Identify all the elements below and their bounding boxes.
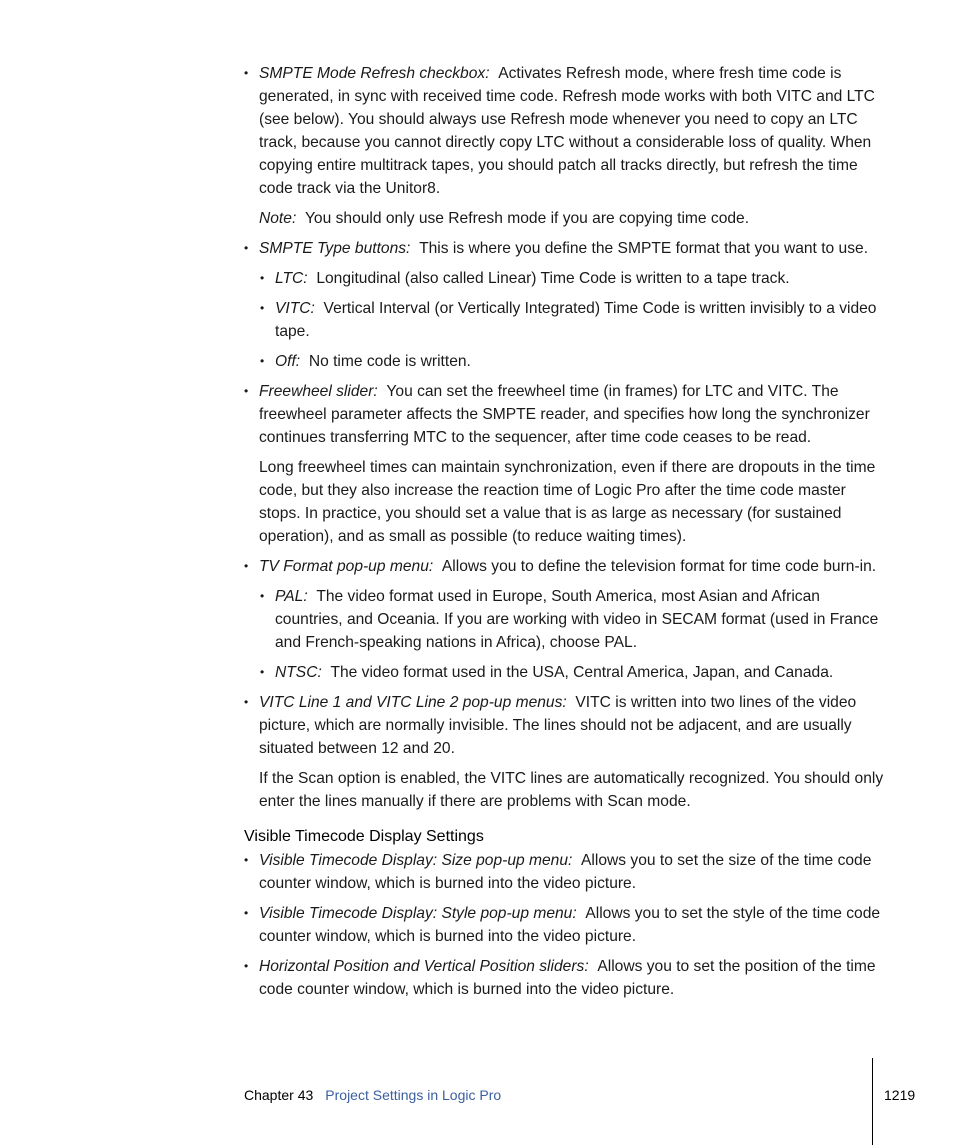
list-item	[244, 691, 884, 760]
item-text: Allows you to define the television format for time code burn-in.	[441, 558, 877, 575]
item-text: The video format used in the USA, Central America, Japan, and Canada.	[330, 664, 834, 681]
item-term: Freewheel slider:	[259, 383, 378, 400]
bullet-icon: •	[244, 66, 249, 80]
list-item	[244, 955, 884, 1001]
item-term: Visible Timecode Display: Style pop-up menu:	[259, 905, 577, 922]
item-text: No time code is written.	[308, 353, 471, 370]
bullet-icon: •	[260, 665, 265, 679]
bullet-icon: •	[260, 271, 265, 285]
paragraph: Long freewheel times can maintain synchronization, even if there are dropouts in the time code, but they also increase the reaction time of Logic Pro after the time code master stops. In practice, you should set a value that is as large as necessary (for sustained operation), and as small as possible (to reduce waiting times).	[259, 459, 876, 545]
bullet-icon: •	[244, 559, 249, 573]
item-text: You can set the freewheel time (in frames) for LTC and VITC. The freewheel parameter affects the SMPTE reader, and specifies how long the synchronizer continues transferring MTC to the sequencer, after time code ceases to be read.	[259, 383, 870, 446]
footer-divider	[872, 1058, 873, 1145]
item-term: NTSC:	[275, 664, 322, 681]
item-text: The video format used in Europe, South America, most Asian and African countries, and Oceania. If you are working with video in SECAM format (used in France and French-speaking nations in Africa), choose PAL.	[275, 588, 879, 651]
bullet-icon: •	[244, 241, 249, 255]
list-item	[244, 902, 884, 948]
list-item	[244, 62, 884, 200]
note-label: Note:	[259, 210, 297, 227]
item-text: Allows you to set the size of the time code counter window, which is burned into the video picture.	[259, 852, 872, 892]
list-item	[244, 237, 884, 260]
bullet-icon: •	[260, 301, 265, 315]
page-number: 1219	[884, 1087, 916, 1103]
bullet-icon: •	[244, 384, 249, 398]
list-item	[244, 849, 884, 895]
item-term: PAL:	[275, 588, 308, 605]
sub-list-item	[260, 350, 884, 373]
sub-list-item	[260, 661, 884, 684]
page-body	[244, 62, 884, 1008]
item-term: SMPTE Type buttons:	[259, 240, 411, 257]
item-text: This is where you define the SMPTE format that you want to use.	[419, 240, 869, 257]
list-item	[244, 380, 884, 449]
paragraph: If the Scan option is enabled, the VITC lines are automatically recognized. You should only enter the lines manually if there are problems with Scan mode.	[259, 770, 884, 810]
item-term: Visible Timecode Display: Size pop-up menu:	[259, 852, 573, 869]
item-term: Horizontal Position and Vertical Position sliders:	[259, 958, 589, 975]
item-term: TV Format pop-up menu:	[259, 558, 434, 575]
note-text: You should only use Refresh mode if you are copying time code.	[304, 210, 750, 227]
list-item	[244, 555, 884, 578]
section-heading: Visible Timecode Display Settings	[244, 828, 484, 845]
bullet-icon: •	[260, 354, 265, 368]
item-term: VITC:	[275, 300, 315, 317]
chapter-title-link[interactable]: Project Settings in Logic Pro	[325, 1087, 502, 1103]
note-paragraph	[244, 207, 884, 230]
bullet-icon: •	[260, 589, 265, 603]
item-text: Activates Refresh mode, where fresh time code is generated, in sync with received time code. Refresh mode works with both VITC and LTC (see below). You should always use Refresh mode whenever you need to copy an LTC track, because you cannot directly copy LTC without a considerable loss of quality. When copying entire multitrack tapes, you should patch all tracks directly, but refresh the time code track via the Unitor8.	[259, 65, 875, 197]
bullet-icon: •	[244, 853, 249, 867]
item-term: SMPTE Mode Refresh checkbox:	[259, 65, 490, 82]
item-text: VITC is written into two lines of the video picture, which are normally invisible. The lines should not be adjacent, and are usually situated between 12 and 20.	[259, 694, 857, 757]
item-text: Allows you to set the position of the time code counter window, which is burned into the video picture.	[259, 958, 876, 998]
bullet-icon: •	[244, 906, 249, 920]
item-term: LTC:	[275, 270, 308, 287]
item-text: Longitudinal (also called Linear) Time Code is written to a tape track.	[316, 270, 790, 287]
item-text: Allows you to set the style of the time code counter window, which is burned into the video picture.	[259, 905, 881, 945]
page-footer	[244, 1086, 501, 1104]
item-term: Off:	[275, 353, 301, 370]
sub-list-item	[260, 297, 884, 343]
item-term: VITC Line 1 and VITC Line 2 pop-up menus:	[259, 694, 567, 711]
chapter-label: Chapter 43	[244, 1087, 314, 1103]
sub-list-item	[260, 585, 884, 654]
bullet-icon: •	[244, 959, 249, 973]
sub-list-item	[260, 267, 884, 290]
item-text: Vertical Interval (or Vertically Integrated) Time Code is written invisibly to a video tape.	[275, 300, 877, 340]
bullet-icon: •	[244, 695, 249, 709]
